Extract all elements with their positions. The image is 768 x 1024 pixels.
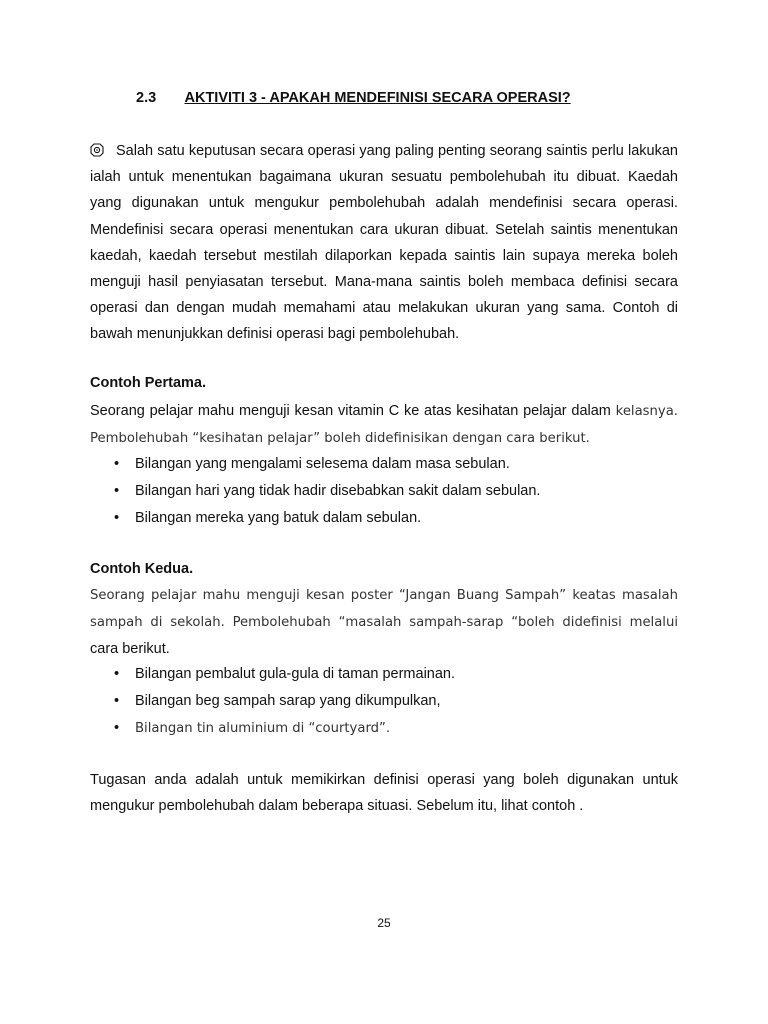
example2-text-b: cara berikut. [90, 641, 170, 658]
closing-paragraph: Tugasan anda adalah untuk memikirkan definisi operasi yang boleh digunakan untuk mengukur pembolehubah dalam beberapa situasi. Sebelum itu, lihat contoh . [90, 772, 678, 815]
example2-label: Contoh Kedua. [90, 561, 194, 577]
page-number: 25 [377, 916, 391, 930]
bullet-icon: • [114, 483, 120, 499]
list-item: • Bilangan tin aluminium di “courtyard”. [90, 715, 678, 742]
intro-text: Salah satu keputusan secara operasi yang paling penting seorang saintis perlu lakukan ialah untuk menentukan bagaimana ukuran sesuatu pembolehubah itu dibuat. Kaedah yang digunakan untuk mengukur pembolehubah adalah mendefinisi secara operasi. Mendefinisi secara operasi menentukan cara ukuran dibuat. Setelah saintis menentukan kaedah, kaedah tersebut mestilah dilaporkan kepada saintis lain supaya mereka boleh menguji hasil penyiasatan tersebut. Mana-mana saintis boleh membaca definisi secara operasi dan dengan mudah memahami atau melakukan ukuran yang sama. Contoh di bawah menunjukkan definisi operasi bagi pembolehubah. [90, 143, 678, 343]
section-title: AKTIVITI 3 - APAKAH MENDEFINISI SECARA OPERASI? [184, 90, 571, 106]
example1-list [90, 451, 678, 532]
intro-paragraph [90, 138, 678, 348]
gear-icon [90, 143, 104, 157]
list-item: • Bilangan mereka yang batuk dalam sebulan. [90, 505, 678, 532]
section-heading [136, 90, 571, 106]
example1-label: Contoh Pertama. [90, 375, 207, 391]
list-item: • Bilangan yang mengalami selesema dalam masa sebulan. [90, 451, 678, 478]
bullet-icon: • [114, 693, 120, 709]
example2-list [90, 661, 678, 742]
section-number: 2.3 [136, 90, 157, 106]
bullet-icon: • [114, 720, 120, 736]
list-item: • Bilangan beg sampah sarap yang dikumpulkan, [90, 688, 678, 715]
bullet-icon: • [114, 456, 120, 472]
list-item: • Bilangan pembalut gula-gula di taman permainan. [90, 661, 678, 688]
bullet-icon: • [114, 666, 120, 682]
example2-paragraph [90, 582, 678, 663]
example2-text-a: Seorang pelajar mahu menguji kesan poster “Jangan Buang Sampah” keatas masalah sampah di sekolah. Pembolehubah “masalah sampah-sarap “boleh didefinisi melalui [90, 588, 678, 631]
example1-text-b: kelasnya. Pembolehubah “kesihatan pelajar” boleh didefinisikan dengan cara berikut. [90, 404, 678, 447]
bullet-icon: • [114, 510, 120, 526]
list-item: • Bilangan hari yang tidak hadir disebabkan sakit dalam sebulan. [90, 478, 678, 505]
example1-paragraph [90, 398, 678, 452]
example1-text-a: Seorang pelajar mahu menguji kesan vitamin C ke atas kesihatan pelajar dalam [90, 403, 616, 419]
